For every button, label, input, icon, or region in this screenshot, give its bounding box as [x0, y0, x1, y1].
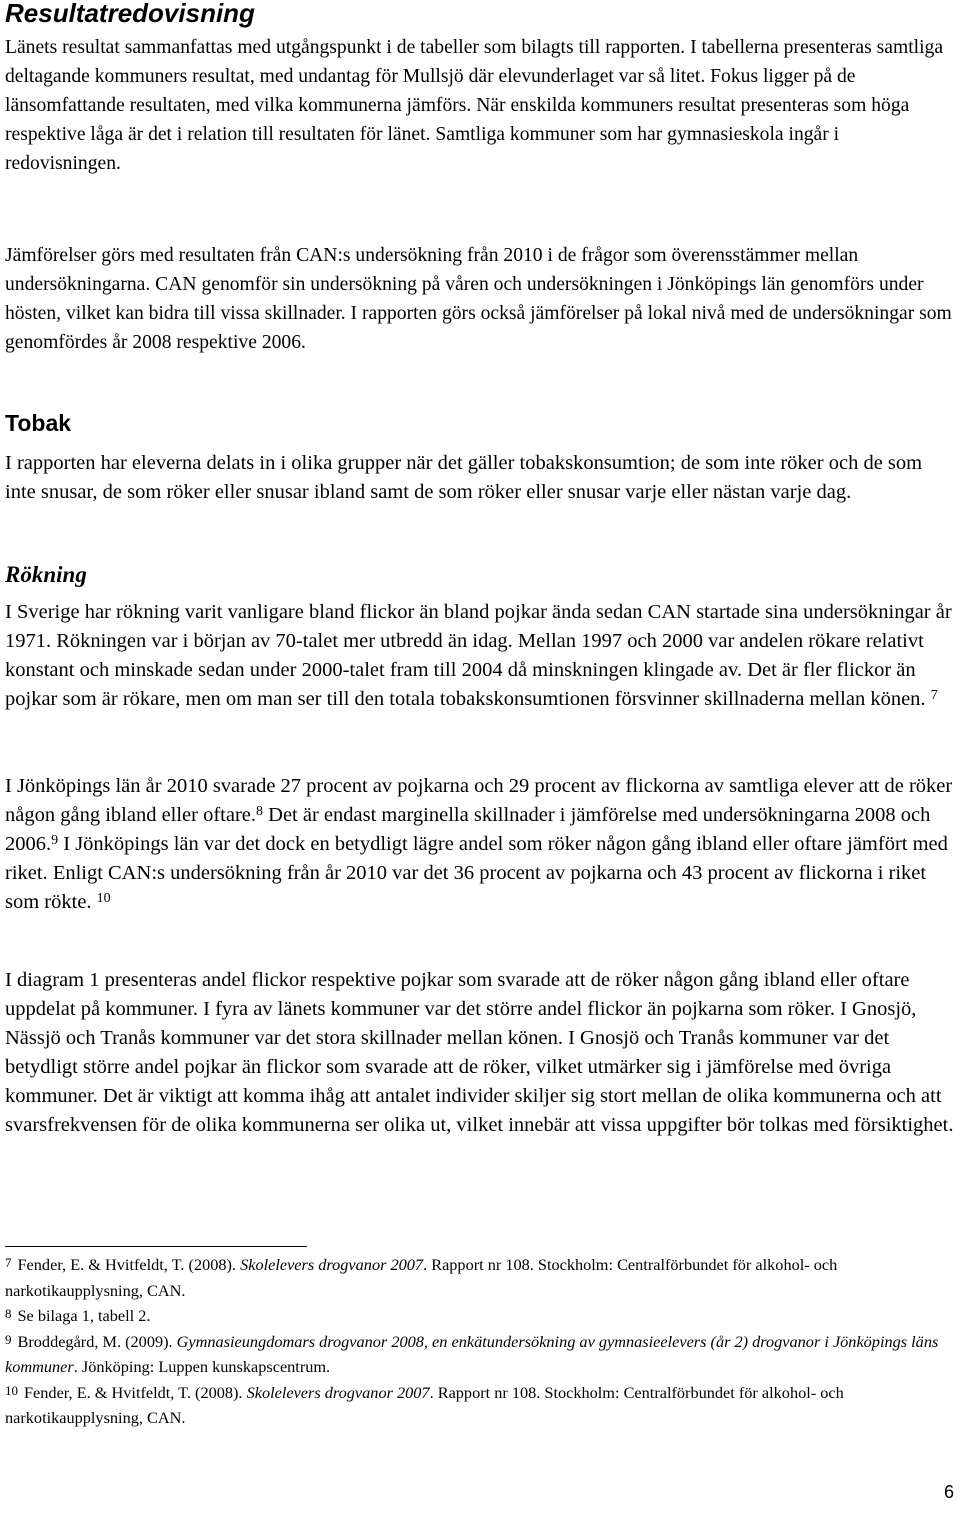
- footnote-title: Gymnasieungdomars drogvanor 2008, en enkätundersökning av gymnasieelevers (år 2) drogvanor i Jönköpings läns kommuner: [5, 1331, 939, 1376]
- intro-paragraph-2: Jämförelser görs med resultaten från CAN:s undersökning från 2010 i de frågor som överensstämmer mellan undersökningarna. CAN genomför sin undersökning på våren och undersökningen i Jönköpings län genomförs under hösten, vilket kan bidra till vissa skillnader. I rapporten görs också jämförelser på lokal nivå med de undersökningar som genomfördes år 2008 respektive 2006.: [5, 245, 952, 353]
- footnote-number: 10: [5, 1382, 18, 1398]
- footnote-separator: [5, 1246, 307, 1247]
- tobak-paragraph: I rapporten har eleverna delats in i olika grupper när det gäller tobakskonsumtion; de som inte röker och de som inte snusar, de som röker eller snusar ibland samt de som röker eller snusar varje eller nästan varje dag.: [5, 452, 923, 503]
- footnotes: [5, 1252, 955, 1431]
- footnote-number: 9: [5, 1331, 12, 1347]
- footnote-text: Fender, E. & Hvitfeldt, T. (2008).: [17, 1255, 241, 1274]
- footnote-text: . Jönköping: Luppen kunskapscentrum.: [73, 1357, 331, 1376]
- footnote-text: Broddegård, M. (2009).: [17, 1331, 177, 1351]
- footnote-7: [5, 1252, 955, 1303]
- section-heading-rokning: Rökning: [5, 562, 87, 587]
- page-heading: Resultatredovisning: [5, 0, 255, 28]
- footnote-ref-9[interactable]: 9: [51, 833, 59, 848]
- rokning-paragraph-2-text-b: Det är endast marginella skillnader i jämförelse med undersökningarna 2008 och 2006.: [5, 804, 931, 855]
- footnote-text: Fender, E. & Hvitfeldt, T. (2008).: [24, 1382, 247, 1402]
- footnote-ref-10[interactable]: 10: [96, 891, 111, 906]
- page-number: 6: [943, 1482, 954, 1502]
- section-heading-tobak: Tobak: [5, 410, 72, 436]
- footnote-9: [5, 1329, 955, 1380]
- rokning-paragraph-1: [5, 598, 957, 714]
- footnote-10: [5, 1380, 955, 1431]
- footnote-ref-8[interactable]: 8: [256, 804, 264, 819]
- footnote-number: 7: [5, 1255, 12, 1270]
- rokning-paragraph-1-text: I Sverige har rökning varit vanligare bland flickor än bland pojkar ända sedan CAN startade sina undersökningar år 1971. Rökningen var i början av 70-talet mer utbredd än idag. Mellan 1997 och 2000 var andelen rökare relativt konstant och minskade sedan under 2000-talet fram till 2004 då minskningen klingade av. Det är fler flickor än pojkar som är rökare, men om man ser till den totala tobakskonsumtionen försvinner skillnaderna mellan könen.: [5, 601, 952, 710]
- footnote-text: Se bilaga 1, tabell 2.: [17, 1306, 151, 1325]
- footnote-8: [5, 1303, 955, 1329]
- rokning-paragraph-2-text-a: I Jönköpings län år 2010 svarade 27 procent av pojkarna och 29 procent av flickorna av samtliga elever att de röker någon gång ibland eller oftare.: [5, 775, 953, 826]
- rokning-paragraph-2-text-c: I Jönköpings län var det dock en betydligt lägre andel som röker någon gång ibland eller oftare jämfört med riket. Enligt CAN:s undersökning från år 2010 var det 36 procent av pojkarna och 43 procent av flickorna i riket som rökte.: [5, 833, 948, 913]
- footnote-text: . Rapport nr 108. Stockholm: Centralförbundet för alkohol- och narkotikaupplysning, CAN.: [5, 1255, 838, 1300]
- footnote-text: . Rapport nr 108. Stockholm: Centralförbundet för alkohol- och narkotikaupplysning, CAN.: [5, 1382, 844, 1427]
- rokning-paragraph-2: [5, 772, 957, 917]
- rokning-paragraph-3: I diagram 1 presenteras andel flickor respektive pojkar som svarade att de röker någon gång ibland eller oftare uppdelat på kommuner. I fyra av länets kommuner var det större andel flickor än pojkarna som röker. I Gnosjö, Nässjö och Tranås kommuner var det stora skillnader mellan könen. I Gnosjö och Tranås kommuner var det betydligt större andel pojkar än flickor som svarade att de röker, vilket utmärker sig i jämförelse med övriga kommuner. Det är viktigt att komma ihåg att antalet individer skiljer sig stort mellan de olika kommunerna och att svarsfrekvensen för de olika kommunerna ser olika ut, vilket innebär att vissa uppgifter bör tolkas med försiktighet.: [5, 969, 954, 1136]
- intro-paragraph-1: Länets resultat sammanfattas med utgångspunkt i de tabeller som bilagts till rapporten. I tabellerna presenteras samtliga deltagande kommuners resultat, med undantag för Mullsjö där elevunderlaget var så litet. Fokus ligger på de länsomfattande resultaten, med vilka kommunerna jämförs. När enskilda kommuners resultat presenteras som höga respektive låga är det i relation till resultaten för länet. Samtliga kommuner som har gymnasieskola ingår i redovisningen.: [5, 37, 944, 174]
- footnote-title: Skolelevers drogvanor 2007: [240, 1255, 424, 1274]
- footnote-number: 8: [5, 1306, 12, 1321]
- footnote-ref-7[interactable]: 7: [930, 688, 938, 703]
- footnote-title: Skolelevers drogvanor 2007: [246, 1382, 430, 1402]
